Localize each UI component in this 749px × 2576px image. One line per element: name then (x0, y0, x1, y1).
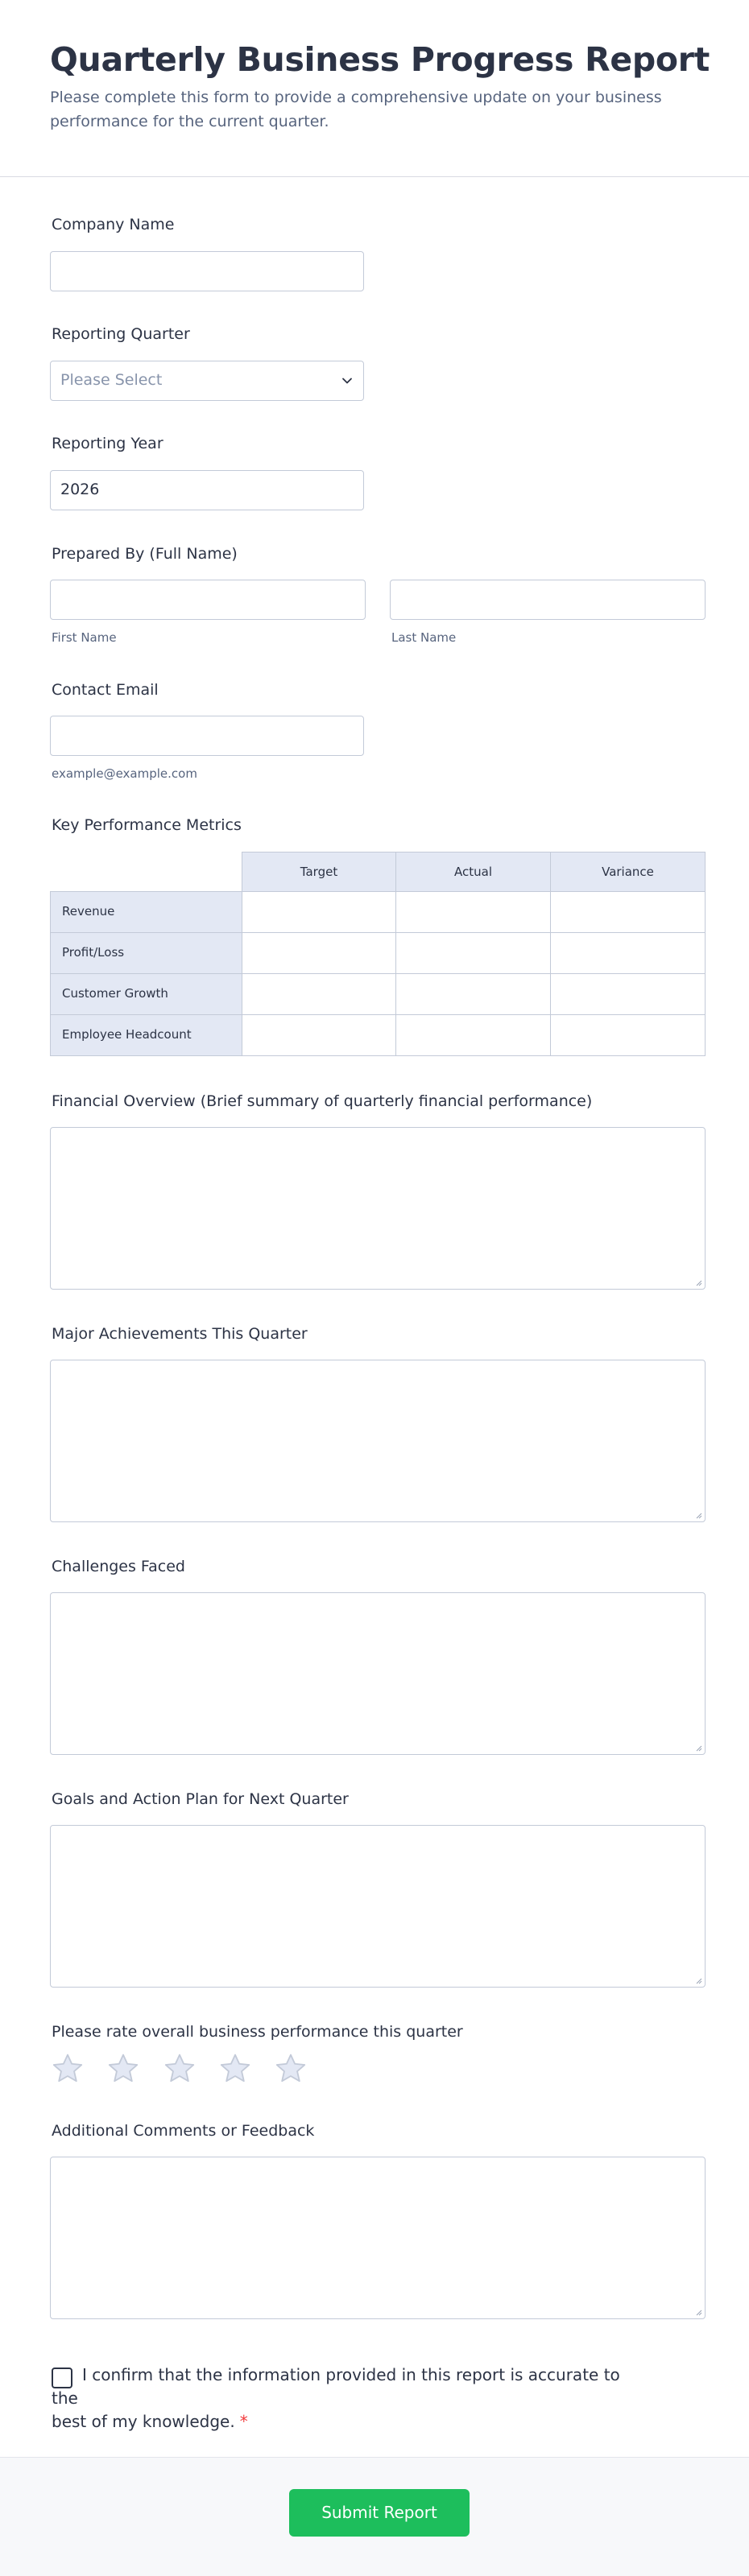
resize-grip-icon[interactable] (694, 1976, 702, 1984)
matrix-cell-input[interactable] (550, 932, 706, 974)
contact-email-label: Contact Email (52, 681, 159, 699)
resize-grip-icon[interactable] (694, 1744, 702, 1752)
metrics-label: Key Performance Metrics (52, 816, 242, 834)
matrix-cell-input[interactable] (242, 932, 396, 974)
matrix-cell-input[interactable] (550, 973, 706, 1015)
matrix-cell-input[interactable] (395, 1014, 551, 1056)
matrix-cell-input[interactable] (395, 891, 551, 933)
matrix-column-header: Target (242, 852, 396, 892)
comments-label: Additional Comments or Feedback (52, 2122, 315, 2140)
matrix-cell-input[interactable] (550, 1014, 706, 1056)
company-name-label: Company Name (52, 216, 175, 233)
matrix-row-header: Customer Growth (50, 973, 242, 1015)
matrix-column-header: Variance (550, 852, 706, 892)
reporting-quarter-label: Reporting Quarter (52, 325, 190, 343)
achievements-label: Major Achievements This Quarter (52, 1325, 308, 1343)
resize-grip-icon[interactable] (694, 2308, 702, 2316)
challenges-label: Challenges Faced (52, 1558, 185, 1575)
reporting-year-input[interactable]: 2026 (50, 470, 364, 510)
confirm-text-line2: best of my knowledge. (52, 2412, 235, 2431)
required-marker: * (239, 2412, 248, 2431)
matrix-row-header: Profit/Loss (50, 932, 242, 974)
chevron-down-icon (341, 374, 354, 387)
reporting-year-label: Reporting Year (52, 435, 163, 452)
rating-label: Please rate overall business performance this quarter (52, 2023, 463, 2041)
confirm-label (52, 2363, 631, 2434)
last-name-sublabel: Last Name (391, 630, 457, 645)
resize-grip-icon[interactable] (694, 1278, 702, 1286)
matrix-cell-input[interactable] (242, 891, 396, 933)
page-subtitle: Please complete this form to provide a comprehensive update on your business performance for the current quarter. (50, 89, 662, 130)
goals-textarea[interactable] (50, 1825, 706, 1988)
reporting-quarter-placeholder: Please Select (60, 371, 163, 389)
confirm-text-line1: I confirm that the information provided in this report is accurate to the (52, 2365, 620, 2408)
matrix-cell-input[interactable] (242, 1014, 396, 1056)
star-icon[interactable] (162, 2051, 197, 2087)
financial-overview-textarea[interactable] (50, 1127, 706, 1290)
reporting-quarter-select[interactable] (50, 361, 364, 401)
matrix-cell-input[interactable] (242, 973, 396, 1015)
challenges-textarea[interactable] (50, 1592, 706, 1755)
first-name-input[interactable] (50, 580, 366, 620)
company-name-input[interactable] (50, 251, 364, 291)
contact-email-input[interactable] (50, 716, 364, 756)
achievements-textarea[interactable] (50, 1360, 706, 1522)
page-title: Quarterly Business Progress Report (50, 40, 710, 79)
form-header (0, 0, 749, 177)
matrix-row-header: Employee Headcount (50, 1014, 242, 1056)
prepared-by-label: Prepared By (Full Name) (52, 545, 238, 563)
first-name-sublabel: First Name (52, 630, 117, 645)
star-icon[interactable] (50, 2051, 85, 2087)
matrix-cell-input[interactable] (395, 973, 551, 1015)
star-icon[interactable] (217, 2051, 253, 2087)
submit-button[interactable]: Submit Report (289, 2489, 470, 2537)
goals-label: Goals and Action Plan for Next Quarter (52, 1790, 349, 1808)
matrix-cell-input[interactable] (395, 932, 551, 974)
matrix-row-header: Revenue (50, 891, 242, 933)
star-icon[interactable] (273, 2051, 308, 2087)
matrix-cell-input[interactable] (550, 891, 706, 933)
comments-textarea[interactable] (50, 2157, 706, 2319)
matrix-column-header: Actual (395, 852, 551, 892)
resize-grip-icon[interactable] (694, 1511, 702, 1519)
metrics-matrix (50, 852, 706, 1056)
last-name-input[interactable] (390, 580, 706, 620)
star-icon[interactable] (106, 2051, 141, 2087)
financial-overview-label: Financial Overview (Brief summary of quarterly financial performance) (52, 1092, 593, 1110)
contact-email-sublabel: example@example.com (52, 766, 197, 781)
